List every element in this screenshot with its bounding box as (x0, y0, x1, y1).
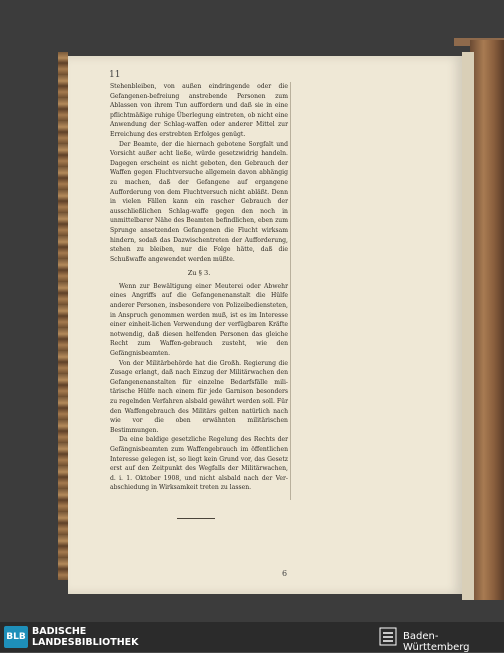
body-paragraph: Von der Militärbehörde hat die Großh. Regierung die Zusage erlangt, daß nach Einzug der Militärwachen den Gefangenenanstalten für einzelne Bedarfsfälle mili-tärische Hülfe nach einem für jede Garnison besonders zu regelnden Verfahren alsbald gewährt werden soll. Für den Waffengebrauch des Militärs gelten natürlich nach wie vor die oben erwähnten militärischen Bestimmungen. (110, 359, 288, 434)
page-header-number: 11 (109, 70, 121, 80)
state-coat-of-arms-icon (379, 627, 397, 646)
body-paragraph: Da eine baldige gesetzliche Regelung des Rechts der Gefängnisbeamten zum Waffengebrauch im öffentlichen Interesse gelegen ist, so liegt kein Grund vor, das Gesetz erst auf den Zeitpunkt des Wegfalls der Militärwachen, d. i. 1. Oktober 1908, und nicht alsbald nach der Ver-abschiedung in Wirksamkeit treten zu lassen. (110, 436, 288, 492)
body-paragraph: Der Beamte, der die hiernach gebotene Sorgfalt und Vorsicht außer acht ließe, würde gesetzwidrig handeln. Dagegen erscheint es nicht geboten, den Gebrauch der Waffen gegen Fluchtversuche allgemein davon abhängig zu machen, daß der Gefangene auf ergangene Aufforderung von dem Fluchtversuch nicht abläßt. Denn in vielen Fällen kann ein rascher Gebrauch der ausschließlichen Schlag-waffe gegen den noch in unmittelbarer Nähe des Beamten befindlichen, eben zum Sprunge ansetzenden Gefangenen die Flucht wirksam hindern, sodaß das Dazwischentreten der Aufforderung, stehen zu bleiben, nur die Folge hätte, daß die Schußwaffe angewendet werden müßte. (110, 140, 288, 263)
section-heading: Zu § 3. (187, 269, 211, 278)
blb-logo-icon[interactable]: BLB (4, 626, 28, 648)
library-name-line2: LANDESBIBLIOTHEK (32, 637, 139, 648)
book-cover-edge (470, 40, 504, 600)
end-rule (177, 518, 215, 519)
library-name[interactable] (32, 626, 139, 648)
text-column (110, 82, 288, 493)
column-rule (290, 82, 291, 500)
body-paragraph: Stehenbleiben, von außen eindringende oder die Gefangenen-befreiung anstrebende Personen zum Ablassen von ihrem Tun auffordern und daß sie in eine pflichtmäßige ruhige Überlegung eintreten, ob nicht eine Anwendung der Schlag-waffen oder anderer Mittel zur Erreichung des erstrebten Erfolges genügt. (110, 83, 288, 138)
body-paragraph: Wenn zur Bewältigung einer Meuterei oder Abwehr eines Angriffs auf die Gefangenenanstalt die Hülfe anderer Personen, insbesondere von Polizeibediensteten, in Anspruch genommen werden muß, ist es im Interesse einer einheit-lichen Verwendung der verfügbaren Kräfte notwendig, daß diesen helfenden Personen das gleiche Recht zum Waffen-gebrauch zusteht, wie den Gefängnisbeamten. (110, 282, 288, 358)
page-number: 6 (282, 569, 288, 578)
state-name[interactable]: Baden-Württemberg (403, 631, 470, 653)
page-gutter (462, 52, 474, 600)
marbled-page-edge (58, 52, 68, 580)
library-name-line1: BADISCHE (32, 626, 87, 637)
